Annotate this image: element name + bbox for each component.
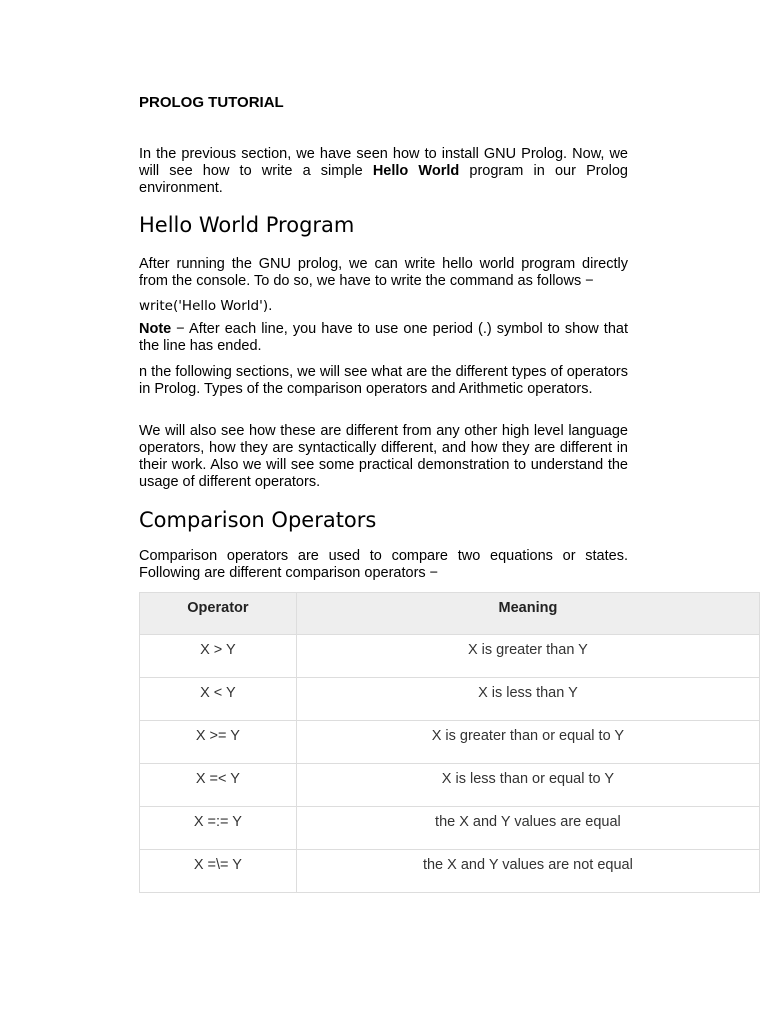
operator-cell: X > Y (140, 635, 297, 678)
table-header-operator: Operator (140, 593, 297, 635)
table-row (140, 850, 760, 893)
meaning-cell: the X and Y values are not equal (296, 850, 759, 893)
operator-cell: X =\= Y (140, 850, 297, 893)
meaning-cell: X is less than Y (296, 678, 759, 721)
intro-text-after: program in our Prolog environment. (139, 163, 628, 196)
hello-world-heading: Hello World Program (139, 213, 355, 237)
hello-paragraph-1: After running the GNU prolog, we can write hello world program directly from the console. To do so, we have to write the command as follows − (139, 256, 628, 289)
table-header-meaning: Meaning (296, 593, 759, 635)
intro-text-bold: Hello World (372, 163, 460, 179)
comparison-heading: Comparison Operators (139, 508, 377, 532)
note-label: Note (139, 321, 172, 337)
hello-code-line: write('Hello World'). (139, 298, 273, 314)
meaning-cell: X is less than or equal to Y (296, 764, 759, 807)
hello-paragraph-2: n the following sections, we will see what are the different types of operators in Prolog. Types of the comparison operators and Arithmetic operators. (139, 364, 628, 397)
table-row (140, 635, 760, 678)
comparison-operators-table (139, 592, 760, 893)
note-text: − After each line, you have to use one period (.) symbol to show that the line has ended. (139, 321, 628, 354)
meaning-cell: X is greater than or equal to Y (296, 721, 759, 764)
meaning-cell: the X and Y values are equal (296, 807, 759, 850)
note-paragraph (139, 321, 628, 355)
document-title: PROLOG TUTORIAL (139, 94, 284, 111)
hello-paragraph-3: We will also see how these are different from any other high level language operators, how they are syntactically different, and how they are different in their work. Also we will see some practical demonstration to understand the usage of different operators. (139, 423, 628, 490)
table-row (140, 807, 760, 850)
intro-text-before: In the previous section, we have seen how to install GNU Prolog. Now, we will see how to write a simple (139, 146, 628, 179)
intro-paragraph (139, 146, 628, 197)
table-row (140, 678, 760, 721)
operator-cell: X =:= Y (140, 807, 297, 850)
table-row (140, 721, 760, 764)
meaning-cell: X is greater than Y (296, 635, 759, 678)
table-header-row (140, 593, 760, 635)
operator-cell: X =< Y (140, 764, 297, 807)
operator-cell: X >= Y (140, 721, 297, 764)
operator-cell: X < Y (140, 678, 297, 721)
table-row (140, 764, 760, 807)
comparison-paragraph: Comparison operators are used to compare two equations or states. Following are different comparison operators − (139, 548, 628, 581)
